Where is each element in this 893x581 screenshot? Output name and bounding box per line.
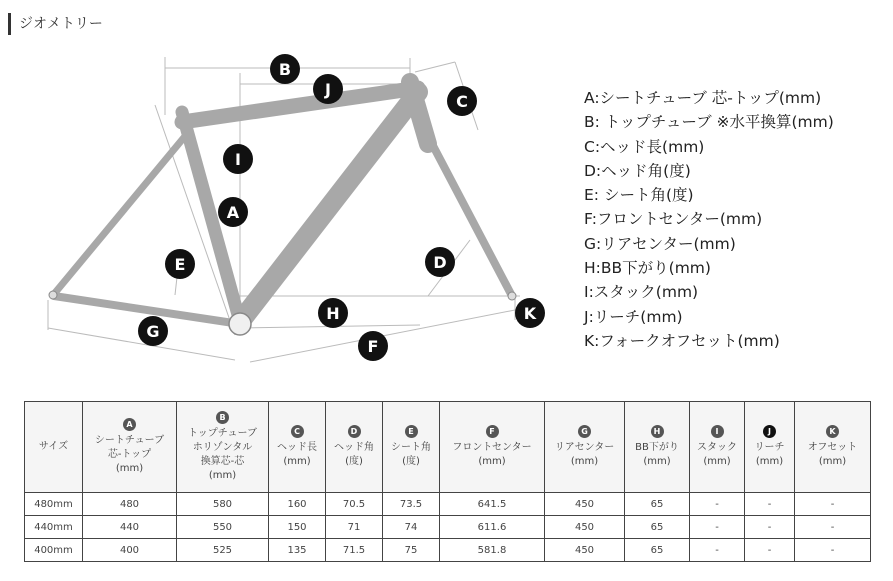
col-header-f: F フロントセンター (mm) [440,402,545,493]
label-A [218,197,248,227]
svg-text:A: A [226,203,240,222]
label-C [447,86,477,116]
table-cell: - [690,493,745,516]
svg-text:D: D [433,253,447,272]
svg-text:C: C [456,92,468,111]
table-cell: 581.8 [440,539,545,562]
legend-item-e: E: シート角(度) [584,186,694,205]
col-header-e: E シート角 (度) [383,402,440,493]
col-header-j: J リーチ (mm) [745,402,795,493]
size-cell: 440mm [25,516,83,539]
table-cell: - [795,493,871,516]
table-cell: 150 [269,516,326,539]
table-cell: 400 [83,539,177,562]
table-cell: 65 [625,516,690,539]
table-cell: 525 [177,539,269,562]
table-cell: 450 [545,493,625,516]
table-row [25,516,871,539]
table-cell: 440 [83,516,177,539]
svg-text:J: J [325,80,331,99]
frame-geometry-diagram [0,40,560,375]
table-cell: 160 [269,493,326,516]
svg-text:K: K [523,304,537,323]
label-H [318,298,348,328]
legend-item-f: F:フロントセンター(mm) [584,210,763,229]
label-E [165,249,195,279]
label-J [313,74,343,104]
table-cell: 75 [383,539,440,562]
table-cell: 65 [625,539,690,562]
svg-text:G: G [146,322,160,341]
legend-item-k: K:フォークオフセット(mm) [584,331,780,350]
legend-item-h: H:BB下がり(mm) [584,259,711,278]
table-cell: - [690,516,745,539]
label-I [223,144,253,174]
table-row [25,493,871,516]
size-cell: 480mm [25,493,83,516]
table-cell: 641.5 [440,493,545,516]
table-cell: 450 [545,516,625,539]
table-cell: - [745,539,795,562]
legend-item-b: B: トップチューブ ※水平換算(mm) [584,113,834,132]
section-title: ジオメトリー [8,13,103,35]
table-cell: - [745,493,795,516]
table-cell: 71 [326,516,383,539]
svg-text:I: I [235,150,241,169]
legend-item-g: G:リアセンター(mm) [584,234,736,253]
col-header-i: I スタック (mm) [690,402,745,493]
col-header-b: B トップチューブ ホリゾンタル 換算芯-芯 (mm) [177,402,269,493]
table-cell: - [795,539,871,562]
geometry-table [24,401,871,562]
table-cell: 480 [83,493,177,516]
table-cell: 450 [545,539,625,562]
col-header-c: C ヘッド長 (mm) [269,402,326,493]
table-cell: 73.5 [383,493,440,516]
col-header-d: D ヘッド角 (度) [326,402,383,493]
size-cell: 400mm [25,539,83,562]
svg-text:H: H [326,304,340,323]
table-cell: - [795,516,871,539]
table-cell: 70.5 [326,493,383,516]
table-cell: 135 [269,539,326,562]
col-header-a: A シートチューブ 芯-トップ (mm) [83,402,177,493]
table-cell: - [690,539,745,562]
size-header: サイズ [25,402,83,493]
table-cell: 71.5 [326,539,383,562]
col-header-h: H BB下がり (mm) [625,402,690,493]
svg-text:E: E [174,255,186,274]
legend-item-a: A:シートチューブ 芯-トップ(mm) [584,89,822,107]
label-G [138,316,168,346]
col-header-k: K オフセット (mm) [795,402,871,493]
legend-item-c: C:ヘッド長(mm) [584,137,705,156]
label-F [358,331,388,361]
table-cell: 74 [383,516,440,539]
col-header-g: G リアセンター (mm) [545,402,625,493]
dimension-legend [584,86,834,353]
table-header-row [25,402,871,493]
legend-item-i: I:スタック(mm) [584,283,699,302]
label-B [270,54,300,84]
table-cell: - [745,516,795,539]
svg-text:F: F [367,337,379,356]
legend-item-j: J:リーチ(mm) [584,307,683,326]
table-row [25,539,871,562]
legend-item-d: D:ヘッド角(度) [584,161,691,180]
svg-text:B: B [278,60,292,79]
table-cell: 550 [177,516,269,539]
label-K [515,298,545,328]
table-cell: 65 [625,493,690,516]
table-cell: 580 [177,493,269,516]
label-D [425,247,455,277]
table-cell: 611.6 [440,516,545,539]
